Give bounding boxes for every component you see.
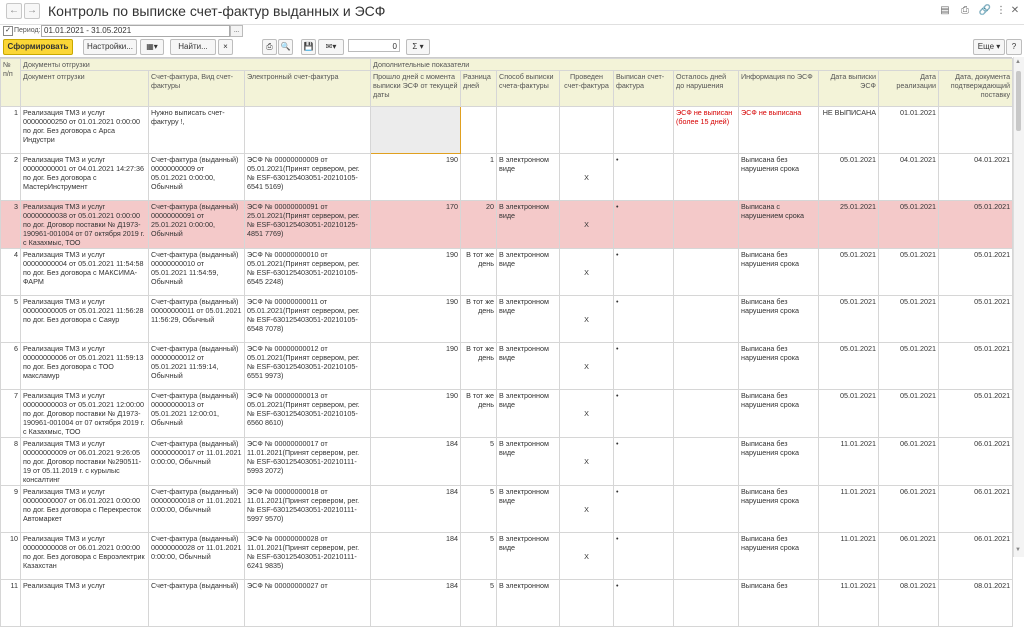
cell-invoice[interactable]: Счет-фактура (выданный) 00000000011 от 05.01.2021 11:56:29, Обычный: [149, 296, 245, 343]
cell-days-left: [674, 201, 739, 249]
cell-esf-info: Выписана без нарушения срока: [739, 486, 819, 533]
report-variant-icon: ▦: [146, 42, 154, 51]
cell-esf[interactable]: ЭСФ № 00000000009 от 05.01.2021(Принят сервером, рег. № ESF-630125403051-20210105-6541 5169): [245, 154, 371, 201]
cell-row-num: 1: [1, 107, 21, 154]
cell-row-num: 6: [1, 343, 21, 390]
period-input[interactable]: 01.01.2021 - 31.05.2021: [41, 25, 230, 37]
cell-esf[interactable]: ЭСФ № 00000000018 от 11.01.2021(Принят сервером, рег. № ESF-630125403051-20210111-5997 9570): [245, 486, 371, 533]
cell-days-left: ЭСФ не выписан (более 15 дней): [674, 107, 739, 154]
cell-method: В электронном виде: [497, 343, 560, 390]
scrollbar-thumb[interactable]: [1016, 71, 1021, 131]
cell-doc-date: 05.01.2021: [939, 249, 1013, 296]
cell-days-diff: В тот же день: [461, 296, 497, 343]
cell-days-passed: 190: [371, 249, 461, 296]
cell-method: В электронном виде: [497, 249, 560, 296]
header-group-row: [1, 59, 1013, 71]
cell-row-num: 5: [1, 296, 21, 343]
cell-days-passed: 184: [371, 438, 461, 486]
cell-doc-date: 05.01.2021: [939, 201, 1013, 249]
cell-method: В электронном виде: [497, 438, 560, 486]
cell-shipment-doc[interactable]: Реализация ТМЗ и услуг 00000000007 от 06.01.2021 0:00:00 по дог. Без договора с Перекресток Автомаркет: [21, 486, 149, 533]
cell-days-diff: [461, 107, 497, 154]
table-row[interactable]: [1, 486, 1013, 533]
cell-method: В электронном виде: [497, 533, 560, 580]
cell-method: В электронном виде: [497, 201, 560, 249]
cell-days-left: [674, 343, 739, 390]
cell-esf-info: Выписана без нарушения срока: [739, 249, 819, 296]
cell-shipment-doc[interactable]: Реализация ТМЗ и услуг 00000000008 от 06.01.2021 0:00:00 по дог. Без договора с Евроэлектрик Казахстан: [21, 533, 149, 580]
cell-invoice[interactable]: Счет-фактура (выданный) 00000000018 от 11.01.2021 0:00:00, Обычный: [149, 486, 245, 533]
cell-esf-date: 11.01.2021: [819, 580, 879, 627]
cell-doc-date: 05.01.2021: [939, 390, 1013, 438]
header-doc: Документ отгрузки: [21, 71, 149, 107]
cell-issued: •: [614, 390, 674, 438]
cell-esf-info: Выписана без: [739, 580, 819, 627]
report-table: [0, 58, 1013, 627]
cell-issued: •: [614, 486, 674, 533]
header-num: № п/п: [1, 59, 21, 107]
table-row[interactable]: [1, 107, 1013, 154]
cell-method: В электронном виде: [497, 486, 560, 533]
cell-esf-date: 05.01.2021: [819, 249, 879, 296]
cell-days-left: [674, 533, 739, 580]
cell-invoice[interactable]: Счет-фактура (выданный) 00000000091 от 25.01.2021 0:00:00, Обычный: [149, 201, 245, 249]
cell-sale-date: 06.01.2021: [879, 533, 939, 580]
table-row[interactable]: [1, 249, 1013, 296]
cell-esf-date: 05.01.2021: [819, 296, 879, 343]
cell-days-passed: 190: [371, 296, 461, 343]
menu-icon[interactable]: ▤: [940, 5, 950, 16]
page-title: Контроль по выписке счет-фактур выданных и ЭСФ: [48, 3, 386, 19]
save-button[interactable]: [301, 39, 316, 55]
cell-issued: •: [614, 201, 674, 249]
cell-shipment-doc[interactable]: Реализация ТМЗ и услуг 00000000006 от 05.01.2021 11:59:13 по дог. Без договора с ТОО максламур: [21, 343, 149, 390]
cell-esf-info: ЭСФ не выписана: [739, 107, 819, 154]
print-button[interactable]: [262, 39, 277, 55]
cell-posted: Х: [560, 343, 614, 390]
cell-days-left: [674, 249, 739, 296]
sum-field[interactable]: 0: [348, 39, 400, 52]
cell-row-num: 7: [1, 390, 21, 438]
cell-days-diff: 5: [461, 486, 497, 533]
cell-esf[interactable]: ЭСФ № 00000000010 от 05.01.2021(Принят сервером, рег. № ESF-630125403051-20210105-6545 2248): [245, 249, 371, 296]
header-esf: Электронный счет-фактура: [245, 71, 371, 107]
header-group-docs: Документы отгрузки: [21, 59, 371, 71]
cell-sale-date: 04.01.2021: [879, 154, 939, 201]
cell-days-passed: 190: [371, 154, 461, 201]
toolbar: [0, 38, 1024, 56]
cell-invoice[interactable]: Счет-фактура (выданный) 00000000012 от 05.01.2021 11:59:14, Обычный: [149, 343, 245, 390]
generate-button[interactable]: Сформировать: [3, 39, 73, 55]
cell-issued: •: [614, 249, 674, 296]
cell-issued: •: [614, 533, 674, 580]
cell-days-diff: 5: [461, 580, 497, 627]
cell-esf-info: Выписана без нарушения срока: [739, 390, 819, 438]
forward-button[interactable]: →: [24, 3, 40, 19]
header-invoice: Счет-фактура, Вид счет-фактуры: [149, 71, 245, 107]
link-icon[interactable]: 🔗: [978, 5, 992, 16]
scroll-down-icon[interactable]: ▼: [1015, 547, 1021, 553]
cell-sale-date: 05.01.2021: [879, 249, 939, 296]
cell-row-num: 10: [1, 533, 21, 580]
cell-posted: Х: [560, 438, 614, 486]
cell-row-num: 8: [1, 438, 21, 486]
cell-days-diff: В тот же день: [461, 343, 497, 390]
cell-esf[interactable]: [245, 107, 371, 154]
cell-esf-date: 25.01.2021: [819, 201, 879, 249]
cell-doc-date: 06.01.2021: [939, 486, 1013, 533]
table-row[interactable]: [1, 154, 1013, 201]
cell-sale-date: 06.01.2021: [879, 486, 939, 533]
cell-posted: Х: [560, 390, 614, 438]
cell-posted: Х: [560, 201, 614, 249]
cell-esf-info: Выписана без нарушения срока: [739, 296, 819, 343]
cell-invoice[interactable]: Счет-фактура (выданный) 00000000009 от 05.01.2021 0:00:00, Обычный: [149, 154, 245, 201]
more-icon[interactable]: ⋮: [996, 5, 1006, 16]
header-esf-date: Дата выписки ЭСФ: [819, 71, 879, 107]
cell-esf-date: 11.01.2021: [819, 533, 879, 580]
cell-sale-date: 08.01.2021: [879, 580, 939, 627]
cell-shipment-doc[interactable]: Реализация ТМЗ и услуг 00000000005 от 05.01.2021 11:56:28 по дог. Без договора с Саяур: [21, 296, 149, 343]
cell-esf[interactable]: ЭСФ № 00000000012 от 05.01.2021(Принят сервером, рег. № ESF-630125403051-20210105-6551 9973): [245, 343, 371, 390]
cell-shipment-doc[interactable]: Реализация ТМЗ и услуг 00000000250 от 01.01.2021 0:00:00 по дог. Без договора с Арса Индустри: [21, 107, 149, 154]
close-icon[interactable]: ✕: [1010, 5, 1020, 16]
cell-esf-date: 05.01.2021: [819, 343, 879, 390]
cell-issued: •: [614, 343, 674, 390]
cell-doc-date: 06.01.2021: [939, 438, 1013, 486]
find-clear-button[interactable]: ×: [218, 39, 233, 55]
table-row[interactable]: [1, 533, 1013, 580]
cell-esf[interactable]: ЭСФ № 00000000013 от 05.01.2021(Принят сервером, рег. № ESF-630125403051-20210105-6560 8610): [245, 390, 371, 438]
header-row: [1, 71, 1013, 107]
cell-days-passed: 184: [371, 533, 461, 580]
cell-doc-date: 05.01.2021: [939, 343, 1013, 390]
cell-shipment-doc[interactable]: Реализация ТМЗ и услуг 00000000004 от 05.01.2021 11:54:58 по дог. Без договора с МАКСИМА-ФАРМ: [21, 249, 149, 296]
cell-sale-date: 05.01.2021: [879, 343, 939, 390]
help-button[interactable]: ?: [1006, 39, 1022, 55]
cell-sale-date: 05.01.2021: [879, 201, 939, 249]
cell-esf[interactable]: ЭСФ № 00000000011 от 05.01.2021(Принят сервером, рег. № ESF-630125403051-20210105-6548 7078): [245, 296, 371, 343]
cell-sale-date: 06.01.2021: [879, 438, 939, 486]
header-days-left: Осталось дней до нарушения: [674, 71, 739, 107]
cell-days-left: [674, 390, 739, 438]
cell-invoice[interactable]: Счет-фактура (выданный) 00000000010 от 05.01.2021 11:54:59, Обычный: [149, 249, 245, 296]
mail-icon: ✉▾: [325, 42, 337, 51]
cell-days-passed: 190: [371, 343, 461, 390]
cell-invoice[interactable]: Нужно выписать счет-фактуру !,: [149, 107, 245, 154]
header-sale-date: Дата реализации: [879, 71, 939, 107]
period-checkbox[interactable]: ✓: [3, 26, 13, 36]
more-menu-button[interactable]: Еще ▾: [973, 39, 1005, 55]
cell-days-diff: В тот же день: [461, 390, 497, 438]
cell-days-left: [674, 580, 739, 627]
cell-row-num: 11: [1, 580, 21, 627]
report-area[interactable]: [0, 57, 1012, 590]
header-esf-info: Информация по ЭСФ: [739, 71, 819, 107]
table-row[interactable]: [1, 390, 1013, 438]
cell-method: [497, 107, 560, 154]
table-row[interactable]: [1, 438, 1013, 486]
table-row[interactable]: [1, 296, 1013, 343]
cell-method: В электронном виде: [497, 390, 560, 438]
cell-issued: •: [614, 296, 674, 343]
cell-doc-date: 05.01.2021: [939, 296, 1013, 343]
cell-method: В электронном виде: [497, 154, 560, 201]
cell-days-diff: В тот же день: [461, 249, 497, 296]
cell-days-passed: 184: [371, 486, 461, 533]
cell-row-num: 3: [1, 201, 21, 249]
cell-days-passed: 184: [371, 580, 461, 627]
period-select-button[interactable]: ...: [230, 25, 243, 37]
vertical-scrollbar[interactable]: [1013, 57, 1024, 557]
cell-shipment-doc[interactable]: Реализация ТМЗ и услуг: [21, 580, 149, 627]
cell-esf-date: НЕ ВЫПИСАНА: [819, 107, 879, 154]
cell-esf-date: 05.01.2021: [819, 154, 879, 201]
cell-days-left: [674, 154, 739, 201]
cell-days-passed: [371, 107, 461, 154]
cell-issued: •: [614, 154, 674, 201]
cell-days-left: [674, 296, 739, 343]
cell-days-left: [674, 438, 739, 486]
cell-doc-date: 04.01.2021: [939, 154, 1013, 201]
header-method: Способ выписки счета-фактуры: [497, 71, 560, 107]
cell-doc-date: 08.01.2021: [939, 580, 1013, 627]
cell-shipment-doc[interactable]: Реализация ТМЗ и услуг 00000000001 от 04.01.2021 14:27:36 по дог. Без договора с МастерИнструмент: [21, 154, 149, 201]
cell-posted: [560, 580, 614, 627]
cell-esf-date: 11.01.2021: [819, 486, 879, 533]
cell-esf[interactable]: ЭСФ № 00000000017 от 11.01.2021(Принят сервером, рег. № ESF-630125403051-20210111-5993 2072): [245, 438, 371, 486]
header-diff: Разница дней: [461, 71, 497, 107]
cell-posted: Х: [560, 154, 614, 201]
cell-posted: Х: [560, 296, 614, 343]
header-posted: Проведен счет-фактура: [560, 71, 614, 107]
cell-esf-info: Выписана без нарушения срока: [739, 154, 819, 201]
cell-days-passed: 170: [371, 201, 461, 249]
sum-button[interactable]: Σ ▾: [406, 39, 430, 55]
cell-doc-date: 06.01.2021: [939, 533, 1013, 580]
table-row[interactable]: [1, 201, 1013, 249]
header-group-extra: Дополнительные показатели: [371, 59, 1013, 71]
header-issued: Выписан счет-фактура: [614, 71, 674, 107]
find-button[interactable]: Найти...: [170, 39, 216, 55]
cell-posted: [560, 107, 614, 154]
cell-days-diff: 20: [461, 201, 497, 249]
cell-days-left: [674, 486, 739, 533]
cell-issued: •: [614, 438, 674, 486]
cell-esf-info: Выписана с нарушением срока: [739, 201, 819, 249]
cell-days-passed: 190: [371, 390, 461, 438]
cell-esf-info: Выписана без нарушения срока: [739, 438, 819, 486]
header-days-passed: Прошло дней с момента выписки ЭСФ от текущей даты: [371, 71, 461, 107]
back-button[interactable]: ←: [6, 3, 22, 19]
cell-invoice[interactable]: Счет-фактура (выданный): [149, 580, 245, 627]
cell-days-diff: 1: [461, 154, 497, 201]
cell-issued: [614, 107, 674, 154]
cell-invoice[interactable]: Счет-фактура (выданный) 00000000017 от 11.01.2021 0:00:00, Обычный: [149, 438, 245, 486]
cell-doc-date: [939, 107, 1013, 154]
send-button[interactable]: [318, 39, 344, 55]
cell-method: В электронном виде: [497, 296, 560, 343]
cell-sale-date: 05.01.2021: [879, 296, 939, 343]
period-bar: [0, 24, 1024, 38]
cell-shipment-doc[interactable]: Реализация ТМЗ и услуг 00000000038 от 05.01.2021 0:00:00 по дог. Договор поставки № Д1973-190961-001004 от 07 октября 2019 г. с Казахмыс, ТОО: [21, 201, 149, 249]
header-doc-date: Дата, документа подтверждающий поставку: [939, 71, 1013, 107]
cell-row-num: 2: [1, 154, 21, 201]
scroll-up-icon[interactable]: ▲: [1015, 59, 1021, 65]
table-row[interactable]: [1, 343, 1013, 390]
save-icon: 💾: [303, 42, 314, 51]
cell-esf[interactable]: ЭСФ № 00000000027 от: [245, 580, 371, 627]
cell-posted: Х: [560, 249, 614, 296]
title-bar: [0, 0, 1024, 25]
cell-esf[interactable]: ЭСФ № 00000000028 от 11.01.2021(Принят сервером, рег. № ESF-630125403051-20210111-6241 9835): [245, 533, 371, 580]
printer-icon: ⎙: [266, 42, 273, 51]
cell-shipment-doc[interactable]: Реализация ТМЗ и услуг 00000000003 от 05.01.2021 12:00:00 по дог. Договор поставки № Д1973-190961-001004 от 07 октября 2019 г. с Казахмыс, ТОО: [21, 390, 149, 438]
cell-esf-date: 05.01.2021: [819, 390, 879, 438]
preview-button[interactable]: [278, 39, 293, 55]
variants-button[interactable]: ▦▾: [140, 39, 164, 55]
cell-days-diff: 5: [461, 533, 497, 580]
cell-issued: •: [614, 580, 674, 627]
cell-posted: Х: [560, 486, 614, 533]
cell-invoice[interactable]: Счет-фактура (выданный) 00000000013 от 05.01.2021 12:00:01, Обычный: [149, 390, 245, 438]
cell-row-num: 4: [1, 249, 21, 296]
cell-posted: Х: [560, 533, 614, 580]
cell-invoice[interactable]: Счет-фактура (выданный) 00000000028 от 11.01.2021 0:00:00, Обычный: [149, 533, 245, 580]
cell-sale-date: 05.01.2021: [879, 390, 939, 438]
cell-esf-date: 11.01.2021: [819, 438, 879, 486]
table-row[interactable]: [1, 580, 1013, 627]
cell-esf-info: Выписана без нарушения срока: [739, 533, 819, 580]
preview-icon: 🔍: [280, 42, 291, 51]
settings-button[interactable]: Настройки...: [83, 39, 137, 55]
cell-row-num: 9: [1, 486, 21, 533]
cell-method: В электронном: [497, 580, 560, 627]
cell-shipment-doc[interactable]: Реализация ТМЗ и услуг 00000000009 от 06.01.2021 9:26:05 по дог. Договор поставки №290511-19 от 05.11.2019 г. с курылыс консалтинг: [21, 438, 149, 486]
print-icon[interactable]: ⎙: [961, 5, 969, 16]
period-label: Период:: [14, 27, 41, 34]
cell-esf[interactable]: ЭСФ № 00000000091 от 25.01.2021(Принят сервером, рег. № ESF-630125403051-20210125-4851 7769): [245, 201, 371, 249]
cell-sale-date: 01.01.2021: [879, 107, 939, 154]
cell-days-diff: 5: [461, 438, 497, 486]
cell-esf-info: Выписана без нарушения срока: [739, 343, 819, 390]
